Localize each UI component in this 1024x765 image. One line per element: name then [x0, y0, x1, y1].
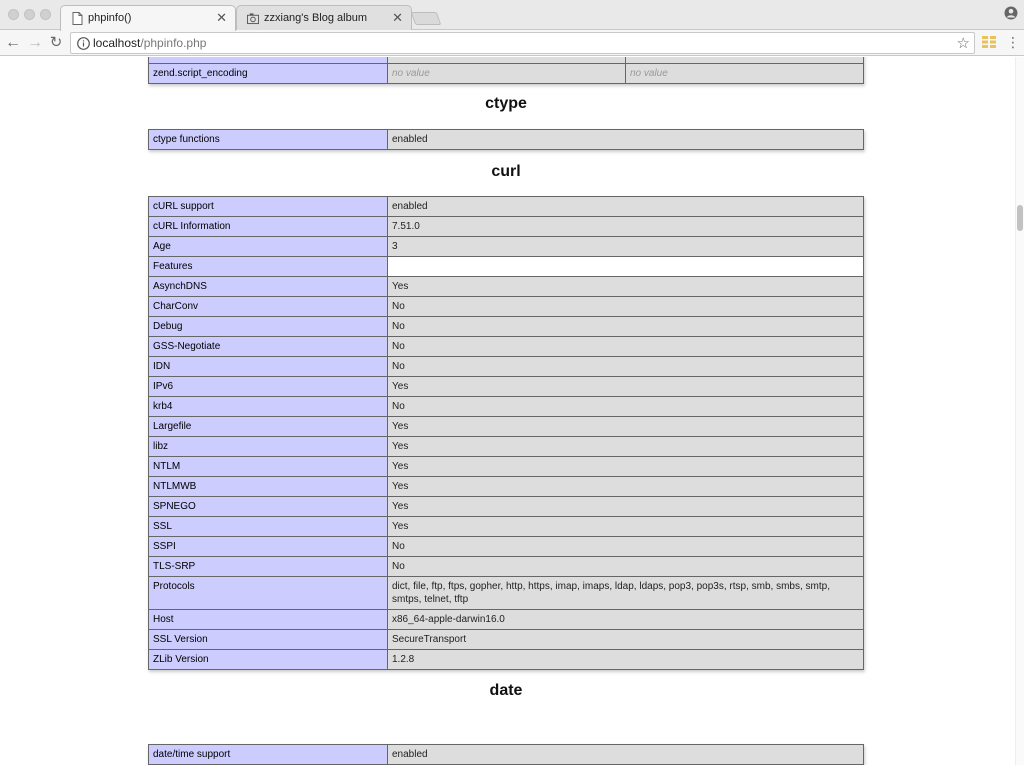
curl-table	[148, 196, 864, 670]
setting-name: libz	[149, 437, 388, 457]
table-row	[149, 377, 864, 397]
section-title-ctype[interactable]: ctype	[485, 95, 527, 112]
setting-name: krb4	[149, 397, 388, 417]
setting-value: Yes	[388, 277, 864, 297]
setting-value: Yes	[388, 477, 864, 497]
setting-value: Yes	[388, 437, 864, 457]
table-row	[149, 217, 864, 237]
table-row	[149, 537, 864, 557]
table-row	[149, 130, 864, 150]
setting-name: NTLM	[149, 457, 388, 477]
table-row	[149, 64, 864, 84]
profile-icon[interactable]	[1004, 6, 1018, 20]
setting-name: SSL	[149, 517, 388, 537]
setting-name: cURL Information	[149, 217, 388, 237]
setting-value: Yes	[388, 517, 864, 537]
close-tab-icon[interactable]: ✕	[392, 10, 403, 25]
setting-name: cURL support	[149, 197, 388, 217]
table-row	[149, 610, 864, 630]
table-row	[149, 557, 864, 577]
table-row	[149, 577, 864, 610]
setting-name: ctype functions	[149, 130, 388, 150]
url-path: /phpinfo.php	[140, 36, 207, 50]
setting-name: Features	[149, 257, 388, 277]
setting-name: date/time support	[149, 745, 388, 765]
extension-icon[interactable]	[982, 36, 996, 48]
table-row	[149, 517, 864, 537]
address-bar[interactable]	[70, 32, 975, 54]
setting-name: Largefile	[149, 417, 388, 437]
setting-value: No	[388, 557, 864, 577]
setting-name: GSS-Negotiate	[149, 337, 388, 357]
setting-value: 7.51.0	[388, 217, 864, 237]
setting-name: SPNEGO	[149, 497, 388, 517]
url-text	[93, 36, 206, 50]
url-host: localhost	[93, 36, 141, 50]
setting-value: Yes	[388, 417, 864, 437]
table-row	[149, 477, 864, 497]
table-row	[149, 650, 864, 670]
setting-value: x86_64-apple-darwin16.0	[388, 610, 864, 630]
maximize-window-button[interactable]	[40, 9, 51, 20]
table-row	[149, 457, 864, 477]
setting-value	[388, 257, 864, 277]
section-title-curl[interactable]: curl	[491, 163, 521, 180]
setting-value: No	[388, 297, 864, 317]
table-row	[149, 437, 864, 457]
table-row	[149, 497, 864, 517]
top-config-table	[148, 57, 864, 84]
table-row	[149, 630, 864, 650]
local-value: no value	[388, 64, 626, 84]
setting-name: NTLMWB	[149, 477, 388, 497]
setting-name: IPv6	[149, 377, 388, 397]
table-row	[149, 237, 864, 257]
table-row	[149, 257, 864, 277]
setting-name: AsynchDNS	[149, 277, 388, 297]
directive-name: zend.script_encoding	[149, 64, 388, 84]
scrollbar[interactable]	[1015, 57, 1024, 765]
setting-value: SecureTransport	[388, 630, 864, 650]
camera-icon	[247, 12, 259, 25]
setting-value: Yes	[388, 497, 864, 517]
table-row	[149, 297, 864, 317]
tab-title: phpinfo()	[88, 12, 132, 24]
setting-value: 1.2.8	[388, 650, 864, 670]
bookmark-star-icon[interactable]: ☆	[956, 35, 970, 52]
close-tab-icon[interactable]: ✕	[216, 10, 227, 25]
setting-value: dict, file, ftp, ftps, gopher, http, https, imap, imaps, ldap, ldaps, pop3, pop3s, rtsp, smb, smbs, smtp, smtps, telnet, tftp	[388, 577, 864, 610]
reload-icon[interactable]: ↻	[49, 34, 63, 51]
close-window-button[interactable]	[8, 9, 19, 20]
table-row	[149, 317, 864, 337]
setting-value: enabled	[388, 130, 864, 150]
setting-value: No	[388, 337, 864, 357]
setting-name: Age	[149, 237, 388, 257]
menu-icon[interactable]: ⋮	[1006, 34, 1020, 50]
table-row	[149, 417, 864, 437]
tab-blog-album[interactable]	[236, 5, 412, 31]
setting-value: Yes	[388, 457, 864, 477]
setting-name: SSL Version	[149, 630, 388, 650]
minimize-window-button[interactable]	[24, 9, 35, 20]
setting-value: enabled	[388, 197, 864, 217]
setting-name: TLS-SRP	[149, 557, 388, 577]
setting-value: No	[388, 317, 864, 337]
master-value: no value	[626, 64, 864, 84]
forward-arrow-icon[interactable]: →	[27, 34, 43, 51]
setting-name: IDN	[149, 357, 388, 377]
table-row	[149, 337, 864, 357]
table-row	[149, 197, 864, 217]
table-row	[149, 357, 864, 377]
section-title-date[interactable]: date	[489, 682, 523, 699]
page-content	[0, 57, 1015, 765]
back-arrow-icon[interactable]: ←	[5, 34, 21, 51]
setting-name: CharConv	[149, 297, 388, 317]
info-icon[interactable]	[77, 37, 90, 50]
setting-value: No	[388, 537, 864, 557]
date-table	[148, 744, 864, 765]
setting-value: No	[388, 397, 864, 417]
browser-toolbar	[0, 30, 1024, 56]
setting-name: Host	[149, 610, 388, 630]
setting-name: Protocols	[149, 577, 388, 610]
table-row	[149, 277, 864, 297]
new-tab-button[interactable]	[411, 12, 442, 25]
tab-phpinfo[interactable]	[60, 5, 236, 31]
setting-name: Debug	[149, 317, 388, 337]
setting-value: 3	[388, 237, 864, 257]
setting-value: enabled	[388, 745, 864, 765]
scrollbar-thumb[interactable]	[1017, 205, 1023, 231]
page-icon	[71, 12, 83, 25]
setting-name: ZLib Version	[149, 650, 388, 670]
setting-value: Yes	[388, 377, 864, 397]
setting-value: No	[388, 357, 864, 377]
setting-name: SSPI	[149, 537, 388, 557]
tab-strip	[0, 0, 1024, 30]
ctype-table	[148, 129, 864, 150]
tab-title: zzxiang's Blog album	[264, 12, 367, 24]
table-row	[149, 745, 864, 765]
table-row	[149, 397, 864, 417]
